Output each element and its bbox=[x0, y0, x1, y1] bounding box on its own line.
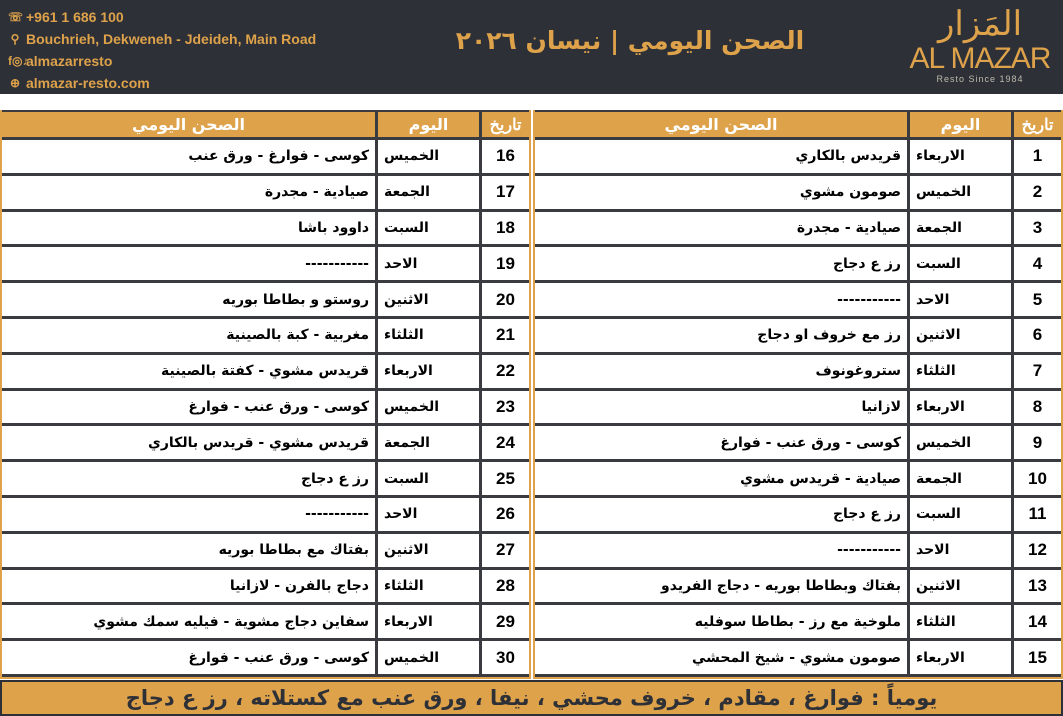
menu-table-left bbox=[0, 110, 531, 679]
table-row bbox=[535, 641, 1061, 677]
row-dish: بفتاك مع بطاطا بوريه bbox=[218, 542, 369, 559]
table-header bbox=[2, 110, 529, 140]
table-row bbox=[535, 140, 1061, 176]
address: Bouchrieh, Dekweneh - Jdeideh, Main Road bbox=[26, 31, 317, 47]
row-dish: قريدس بالكاري bbox=[795, 148, 901, 165]
row-dish: صيادية - مجدرة bbox=[264, 184, 369, 201]
table-row bbox=[535, 605, 1061, 641]
logo-tagline: Resto Since 1984 bbox=[936, 74, 1024, 84]
row-day: الاربعاء bbox=[907, 140, 1011, 173]
row-dish: رز ع دجاج bbox=[832, 255, 901, 272]
logo-arabic: المَزار bbox=[937, 5, 1023, 43]
row-date: 21 bbox=[479, 319, 529, 352]
row-dish: ستروغونوف bbox=[815, 363, 901, 380]
row-date: 2 bbox=[1011, 176, 1061, 209]
row-day: الخميس bbox=[907, 426, 1011, 459]
row-date: 14 bbox=[1011, 605, 1061, 638]
row-date: 11 bbox=[1011, 498, 1061, 531]
row-date: 25 bbox=[479, 462, 529, 495]
row-day: الاربعاء bbox=[907, 391, 1011, 424]
row-date: 30 bbox=[479, 641, 529, 674]
table-row bbox=[535, 319, 1061, 355]
row-day: الثلثاء bbox=[907, 355, 1011, 388]
row-dish: ----------- bbox=[837, 291, 901, 308]
row-date: 16 bbox=[479, 140, 529, 173]
table-row bbox=[535, 462, 1061, 498]
table-row bbox=[2, 391, 529, 427]
website[interactable]: almazar-resto.com bbox=[26, 75, 150, 91]
row-day: الاربعاء bbox=[907, 641, 1011, 674]
header-date: تاريخ bbox=[479, 112, 529, 137]
row-day: الاحد bbox=[375, 498, 479, 531]
row-date: 8 bbox=[1011, 391, 1061, 424]
row-day: الاربعاء bbox=[375, 355, 479, 388]
row-dish: كوسى - ورق عنب - فوارغ bbox=[188, 649, 369, 666]
row-date: 4 bbox=[1011, 247, 1061, 280]
row-day: السبت bbox=[375, 212, 479, 245]
row-day: الثلثاء bbox=[907, 605, 1011, 638]
table-header bbox=[535, 110, 1061, 140]
row-date: 10 bbox=[1011, 462, 1061, 495]
row-dish: ملوخية مع رز - بطاطا سوفليه bbox=[694, 613, 901, 630]
table-row bbox=[535, 355, 1061, 391]
table-row bbox=[2, 319, 529, 355]
daily-items-footer: يومياً : فوارغ ، مقادم ، خروف محشي ، نيفا ، ورق عنب مع كستلاته ، رز ع دجاج bbox=[0, 680, 1063, 716]
logo bbox=[905, 4, 1055, 84]
row-date: 19 bbox=[479, 247, 529, 280]
row-dish: دجاج بالفرن - لازانيا bbox=[229, 577, 369, 594]
table-row bbox=[2, 641, 529, 677]
table-row bbox=[2, 570, 529, 606]
row-day: الاحد bbox=[907, 283, 1011, 316]
header-dish: الصحن اليومي bbox=[664, 115, 778, 134]
row-day: السبت bbox=[907, 247, 1011, 280]
row-day: الخميس bbox=[375, 391, 479, 424]
row-dish: قريدس مشوي - قريدس بالكاري bbox=[148, 434, 369, 451]
row-day: الاثنين bbox=[375, 534, 479, 567]
row-dish: سفاين دجاج مشوية - فيليه سمك مشوي bbox=[93, 613, 369, 630]
row-date: 18 bbox=[479, 212, 529, 245]
row-dish: كوسى - فوارغ - ورق عنب bbox=[188, 148, 369, 165]
row-day: الجمعة bbox=[375, 426, 479, 459]
row-day: السبت bbox=[907, 498, 1011, 531]
row-dish: صومون مشوي bbox=[799, 184, 901, 201]
row-date: 20 bbox=[479, 283, 529, 316]
row-date: 13 bbox=[1011, 570, 1061, 603]
table-row bbox=[2, 534, 529, 570]
row-date: 15 bbox=[1011, 641, 1061, 674]
header-day: اليوم bbox=[907, 112, 1011, 137]
row-day: الاثنين bbox=[375, 283, 479, 316]
row-day: الخميس bbox=[375, 140, 479, 173]
table-row bbox=[2, 426, 529, 462]
row-date: 6 bbox=[1011, 319, 1061, 352]
menu-table-right bbox=[533, 110, 1063, 679]
row-dish: داوود باشا bbox=[298, 219, 369, 236]
table-row bbox=[535, 212, 1061, 248]
row-day: الجمعة bbox=[375, 176, 479, 209]
table-row bbox=[535, 176, 1061, 212]
table-row bbox=[2, 140, 529, 176]
row-dish: روستو و بطاطا بوريه bbox=[222, 291, 369, 308]
row-day: الثلثاء bbox=[375, 570, 479, 603]
phone-icon: ☏ bbox=[8, 10, 24, 24]
row-dish: قريدس مشوي - كفتة بالصينية bbox=[161, 363, 369, 380]
row-dish: ----------- bbox=[837, 542, 901, 559]
row-date: 1 bbox=[1011, 140, 1061, 173]
row-date: 22 bbox=[479, 355, 529, 388]
table-row bbox=[535, 426, 1061, 462]
row-date: 17 bbox=[479, 176, 529, 209]
row-dish: صيادية - قريدس مشوي bbox=[740, 470, 901, 487]
row-dish: ----------- bbox=[305, 506, 369, 523]
row-day: الجمعة bbox=[907, 212, 1011, 245]
row-dish: كوسى - ورق عنب - فوارغ bbox=[720, 434, 901, 451]
header-dish: الصحن اليومي bbox=[132, 115, 245, 134]
row-dish: ----------- bbox=[305, 255, 369, 272]
row-dish: صومون مشوي - شيخ المحشي bbox=[691, 649, 901, 666]
table-row bbox=[535, 534, 1061, 570]
phone: +961 1 686 100 bbox=[26, 9, 124, 25]
globe-icon: ⊕ bbox=[9, 76, 21, 90]
row-date: 9 bbox=[1011, 426, 1061, 459]
table-row bbox=[535, 498, 1061, 534]
row-dish: كوسى - ورق عنب - فوارغ bbox=[188, 398, 369, 415]
table-row bbox=[2, 462, 529, 498]
row-date: 28 bbox=[479, 570, 529, 603]
row-date: 27 bbox=[479, 534, 529, 567]
table-row bbox=[2, 498, 529, 534]
table-row bbox=[2, 605, 529, 641]
row-day: الخميس bbox=[907, 176, 1011, 209]
row-date: 7 bbox=[1011, 355, 1061, 388]
row-dish: صيادية - مجدرة bbox=[796, 219, 901, 236]
header-day: اليوم bbox=[375, 112, 479, 137]
logo-english: AL MAZAR bbox=[909, 42, 1051, 75]
row-date: 5 bbox=[1011, 283, 1061, 316]
row-day: الثلثاء bbox=[375, 319, 479, 352]
row-day: الاربعاء bbox=[375, 605, 479, 638]
row-dish: لازانيا bbox=[861, 398, 901, 415]
table-row bbox=[535, 391, 1061, 427]
row-dish: رز ع دجاج bbox=[300, 470, 369, 487]
table-row bbox=[535, 247, 1061, 283]
row-dish: مغربية - كبة بالصينية bbox=[226, 327, 369, 344]
table-row bbox=[535, 570, 1061, 606]
table-row bbox=[535, 283, 1061, 319]
row-date: 12 bbox=[1011, 534, 1061, 567]
row-dish: رز مع خروف او دجاج bbox=[757, 327, 901, 344]
row-date: 24 bbox=[479, 426, 529, 459]
table-row bbox=[2, 212, 529, 248]
row-day: الاثنين bbox=[907, 319, 1011, 352]
row-day: الخميس bbox=[375, 641, 479, 674]
row-day: الاحد bbox=[907, 534, 1011, 567]
row-date: 23 bbox=[479, 391, 529, 424]
table-row bbox=[2, 283, 529, 319]
row-date: 26 bbox=[479, 498, 529, 531]
header-date: تاريخ bbox=[1011, 112, 1061, 137]
row-day: الاحد bbox=[375, 247, 479, 280]
table-row bbox=[2, 355, 529, 391]
row-date: 29 bbox=[479, 605, 529, 638]
social-handle: almazarresto bbox=[26, 53, 113, 69]
social-icons: f◎♪ bbox=[8, 54, 29, 68]
page-title: الصحن اليومي | نيسان ٢٠٢٦ bbox=[455, 26, 805, 55]
row-day: الجمعة bbox=[907, 462, 1011, 495]
row-day: الاثنين bbox=[907, 570, 1011, 603]
contact-info bbox=[8, 6, 316, 94]
row-day: السبت bbox=[375, 462, 479, 495]
row-dish: رز ع دجاج bbox=[832, 506, 901, 523]
table-row bbox=[2, 247, 529, 283]
row-dish: بفتاك وبطاطا بوريه - دجاج الفريدو bbox=[661, 577, 901, 594]
table-row bbox=[2, 176, 529, 212]
location-pin-icon: ⚲ bbox=[10, 32, 20, 46]
header-bar bbox=[0, 0, 1063, 94]
row-date: 3 bbox=[1011, 212, 1061, 245]
